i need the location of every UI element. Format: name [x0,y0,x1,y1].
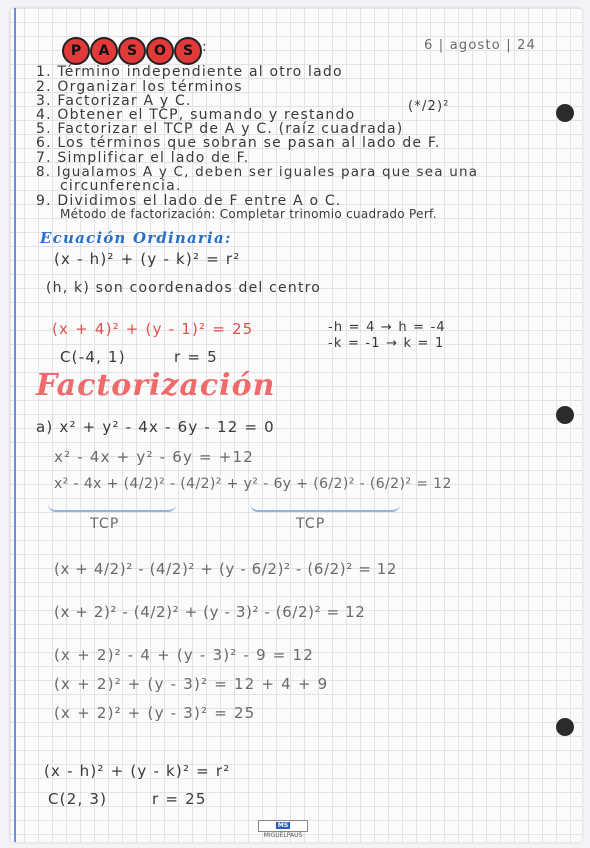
pasos-letter: P [62,37,90,65]
fact-line-8: (x + 2)² + (y - 3)² = 25 [54,704,256,722]
tcp-brace [48,498,176,512]
fact-line-3: x² - 4x + (4/2)² - (4/2)² + y² - 6y + (6/2)² - (6/2)² = 12 [54,476,452,492]
ordinaria-calc-k: -k = -1 → k = 1 [328,336,445,351]
binder-hole [556,406,574,424]
brand-logo: MS [277,822,289,829]
result-formula: (x - h)² + (y - k)² = r² [44,762,231,780]
binder-hole [556,104,574,122]
ordinaria-radius: r = 5 [174,348,218,366]
result-center: C(2, 3) [48,790,108,808]
step-8-cont: circunferencia. [60,178,182,194]
pasos-letter: S [118,37,146,65]
brand-text: MIGUELPAUS [263,832,303,839]
step-2: 2. Organizar los términos [36,79,243,95]
step-4-fraction: (*/2)² [408,99,450,114]
fact-line-6: (x + 2)² - 4 + (y - 3)² - 9 = 12 [54,646,315,664]
pasos-title [28,30,208,66]
ordinaria-example: (x + 4)² + (y - 1)² = 25 [52,320,254,338]
footer-brand [258,820,308,839]
ordinaria-center: C(-4, 1) [60,348,126,366]
step-3: 3. Factorizar A y C. [36,93,192,109]
ordinaria-note: (h, k) son coordenados del centro [46,280,322,296]
tcp-brace [250,498,400,512]
step-8: 8. Igualamos A y C, deben ser iguales para que sea una [36,164,479,180]
tcp-label: TCP [90,516,120,532]
binder-hole [556,718,574,736]
fact-line-5: (x + 2)² - (4/2)² + (y - 3)² - (6/2)² = 12 [54,603,366,621]
step-5: 5. Factorizar el TCP de A y C. (raíz cuadrada) [36,121,404,137]
date: 6 | agosto | 24 [424,38,537,53]
fact-line-7: (x + 2)² + (y - 3)² = 12 + 4 + 9 [54,675,329,693]
fact-line-2: x² - 4x + y² - 6y = +12 [54,448,254,466]
fact-line-4: (x + 4/2)² - (4/2)² + (y - 6/2)² - (6/2)² = 12 [54,560,398,578]
step-9: 9. Dividimos el lado de F entre A o C. [36,193,342,209]
ordinaria-formula: (x - h)² + (y - k)² = r² [54,250,241,268]
pasos-letter: A [90,37,118,65]
pasos-letter: S [174,37,202,65]
result-radius: r = 25 [152,790,207,808]
step-4: 4. Obtener el TCP, sumando y restando [36,107,356,123]
pasos-colon: : [202,39,208,55]
ordinaria-title: Ecuación Ordinaria: [40,229,232,247]
metodo-note: Método de factorización: Completar trinomio cuadrado Perf. [60,207,437,221]
pasos-letter: O [146,37,174,65]
step-7: 7. Simplificar el lado de F. [36,150,250,166]
tcp-label: TCP [296,516,326,532]
margin-line [14,8,16,842]
step-1: 1. Término independiente al otro lado [36,64,343,80]
factorizacion-title: Factorización [36,368,276,403]
step-6: 6. Los términos que sobran se pasan al lado de F. [36,135,441,151]
fact-line-1: a) x² + y² - 4x - 6y - 12 = 0 [36,418,275,436]
ordinaria-calc-h: -h = 4 → h = -4 [328,320,446,335]
